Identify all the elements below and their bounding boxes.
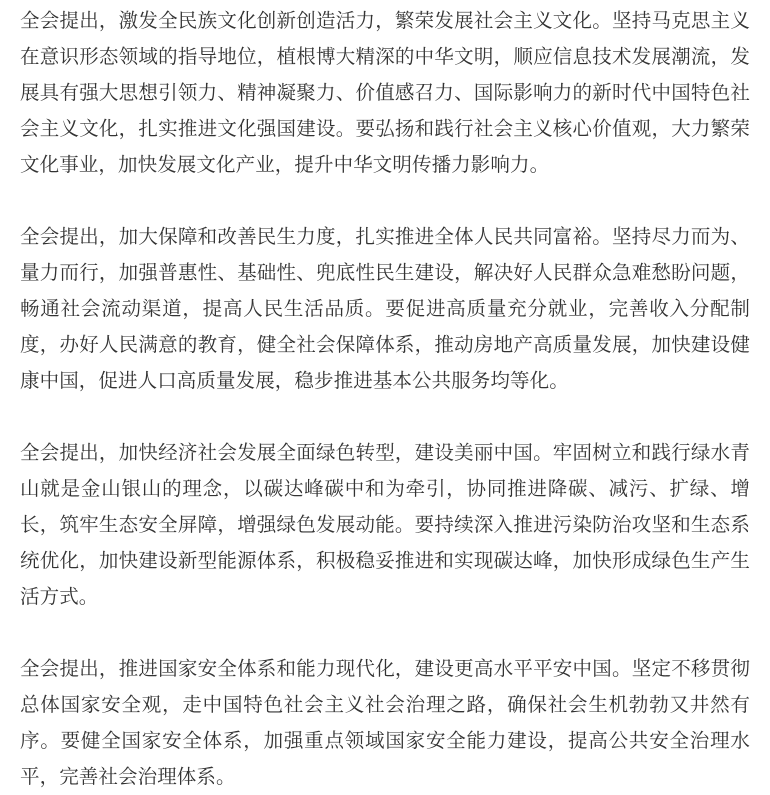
paragraph-culture: 全会提出，激发全民族文化创新创造活力，繁荣发展社会主义文化。坚持马克思主义在意识形态领域的指导地位，植根博大精深的中华文明，顺应信息技术发展潮流，发展具有强大思想引领力、精神凝聚力、价值感召力、国际影响力的新时代中国特色社会主义文化，扎实推进文化强国建设。要弘扬和践行社会主义核心价值观，大力繁荣文化事业，加快发展文化产业，提升中华文明传播力影响力。 — [20, 9, 750, 176]
paragraph-green-transition: 全会提出，加快经济社会发展全面绿色转型，建设美丽中国。牢固树立和践行绿水青山就是金山银山的理念，以碳达峰碳中和为牵引，协同推进降碳、减污、扩绿、增长，筑牢生态安全屏障，增强绿色发展动能。要持续深入推进污染防治攻坚和生态系统优化，加快建设新型能源体系，积极稳妥推进和实现碳达峰，加快形成绿色生产生活方式。 — [20, 441, 750, 608]
paragraph-livelihood: 全会提出，加大保障和改善民生力度，扎实推进全体人民共同富裕。坚持尽力而为、量力而行，加强普惠性、基础性、兜底性民生建设，解决好人民群众急难愁盼问题，畅通社会流动渠道，提高人民生活品质。要促进高质量充分就业，完善收入分配制度，办好人民满意的教育，健全社会保障体系，推动房地产高质量发展，加快建设健康中国，促进人口高质量发展，稳步推进基本公共服务均等化。 — [20, 225, 750, 392]
paragraph-national-security: 全会提出，推进国家安全体系和能力现代化，建设更高水平平安中国。坚定不移贯彻总体国家安全观，走中国特色社会主义社会治理之路，确保社会生机勃勃又井然有序。要健全国家安全体系，加强重点领域国家安全能力建设，提高公共安全治理水平，完善社会治理体系。 — [20, 657, 750, 788]
